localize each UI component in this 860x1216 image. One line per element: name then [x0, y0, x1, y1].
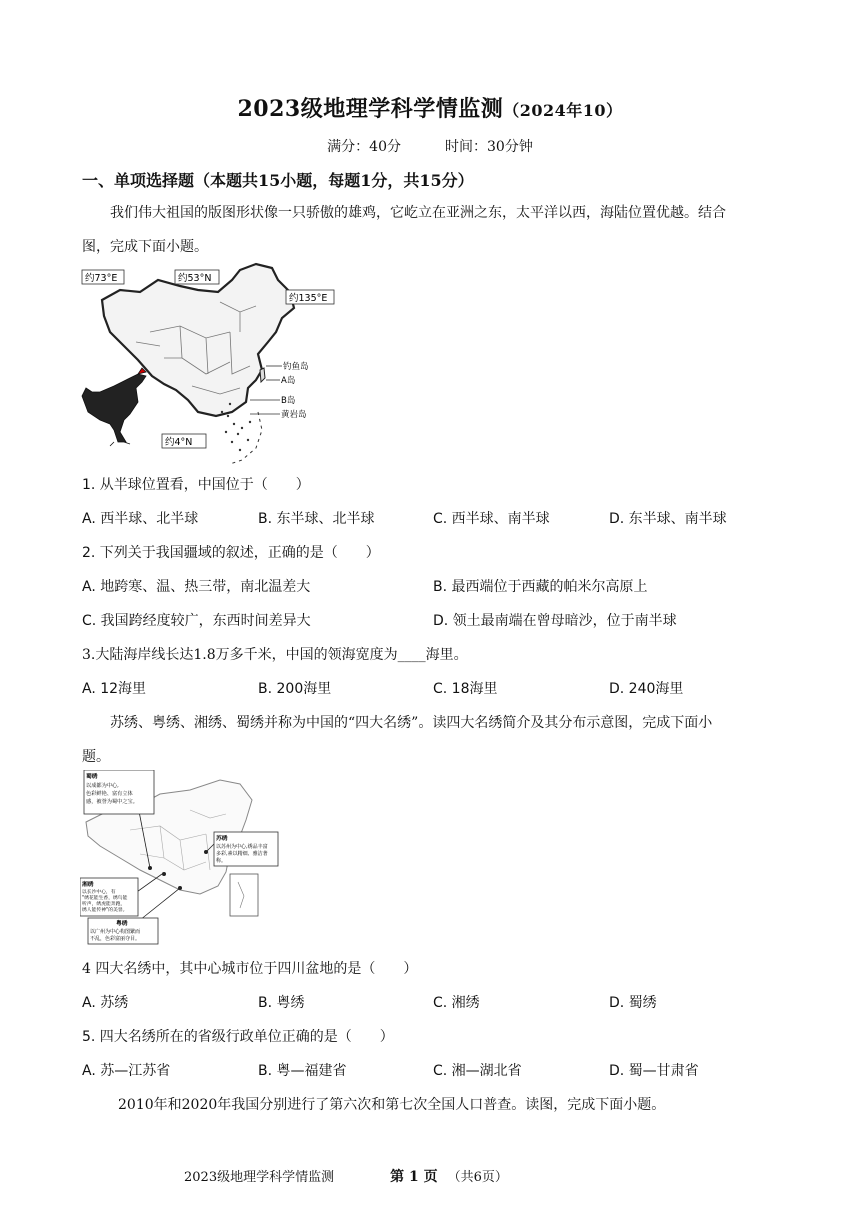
intro-passage-2 — [82, 706, 782, 774]
intro-passage-1 — [82, 196, 782, 264]
footer-page-number: 第 1 页 — [390, 1169, 438, 1185]
nine-dash-line — [230, 412, 262, 464]
intro1-line2: 图，完成下面小题。 — [82, 239, 208, 255]
label-huangyan: 黄岩岛 — [281, 410, 307, 420]
label-a-island: A岛 — [281, 376, 296, 386]
xiang-title: 湘绣 — [82, 882, 94, 888]
q2-option-a[interactable]: A. 地跨寒、温、热三带，南北温差大 — [82, 579, 311, 595]
xiang-line4: 绣人能传神"的美誉。 — [82, 908, 128, 913]
embroidery-map — [80, 770, 280, 946]
rooster-icon — [82, 368, 146, 446]
xiang-line2: "绣花能生香，绣鸟能 — [82, 896, 128, 901]
inset-south-sea — [230, 874, 258, 916]
q3-option-c[interactable]: C. 18海里 — [433, 681, 498, 697]
intro1-line1: 我们伟大祖国的版图形状像一只骄傲的雄鸡，它屹立在亚洲之东，太平洋以西，海陆位置优越。结合 — [110, 205, 726, 221]
yue-line1: 以广州为中心构图繁而 — [90, 929, 141, 935]
question-4-stem: 4 四大名绣中，其中心城市位于四川盆地的是（ ） — [82, 961, 418, 977]
taiwan-island — [260, 368, 265, 382]
page-footer — [184, 1166, 508, 1186]
label-diaoyu: 钓鱼岛 — [283, 362, 309, 372]
q1-option-a[interactable]: A. 西半球、北半球 — [82, 511, 199, 527]
label-53n: 约53°N — [178, 273, 212, 284]
q1-option-d[interactable]: D. 东半球、南半球 — [609, 511, 727, 527]
section-heading: 一、单项选择题（本题共15小题，每题1分，共15分） — [82, 171, 474, 190]
footer-exam-name: 2023级地理学科学情监测 — [184, 1170, 335, 1185]
yue-line2: 不乱，色彩富丽夺目。 — [90, 936, 141, 942]
q5-option-c[interactable]: C. 湘—湖北省 — [433, 1063, 522, 1079]
q2-option-b[interactable]: B. 最西端位于西藏的帕米尔高原上 — [433, 579, 648, 595]
footer-total-pages: （共6页） — [447, 1170, 508, 1185]
q2-option-c[interactable]: C. 我国跨经度较广，东西时间差异大 — [82, 613, 311, 629]
q5-option-d[interactable]: D. 蜀—甘肃省 — [609, 1063, 699, 1079]
su-line1: 以苏州为中心,绣品丰富 — [216, 844, 268, 850]
q4-option-b[interactable]: B. 粤绣 — [258, 995, 305, 1011]
shu-line2: 色彩鲜艳、富有立体 — [86, 791, 133, 797]
exam-time: 时间：30分钟 — [445, 139, 533, 155]
q5-option-a[interactable]: A. 苏—江苏省 — [82, 1063, 171, 1079]
q1-option-c[interactable]: C. 西半球、南半球 — [433, 511, 550, 527]
su-line2: 多彩,素以精细、雅洁著 — [216, 851, 268, 857]
q3-option-d[interactable]: D. 240海里 — [609, 681, 684, 697]
label-135e: 约135°E — [289, 293, 328, 304]
intro-passage-3: 2010年和2020年我国分别进行了第六次和第七次全国人口普查。读图，完成下面小题。 — [118, 1097, 666, 1113]
shu-line1: 以成都为中心, — [86, 783, 119, 789]
intro2-line2: 题。 — [82, 749, 110, 765]
su-title: 苏绣 — [216, 836, 228, 842]
exam-meta — [0, 136, 860, 156]
q4-option-c[interactable]: C. 湘绣 — [433, 995, 480, 1011]
question-2-stem: 2. 下列关于我国疆域的叙述，正确的是（ ） — [82, 545, 380, 561]
q3-option-a[interactable]: A. 12海里 — [82, 681, 147, 697]
q4-option-d[interactable]: D. 蜀绣 — [609, 995, 657, 1011]
label-4n: 约4°N — [165, 437, 193, 448]
su-line3: 称。 — [216, 858, 227, 864]
shu-line3: 感，被誉为蜀中之宝。 — [86, 799, 138, 805]
full-score: 满分：40分 — [327, 139, 401, 155]
intro2-line1: 苏绣、粤绣、湘绣、蜀绣并称为中国的“四大名绣”。读四大名绣简介及其分布示意图，完成下面小 — [110, 715, 713, 731]
china-territory-map — [80, 262, 340, 468]
question-5-stem: 5. 四大名绣所在的省级行政单位正确的是（ ） — [82, 1029, 394, 1045]
page-title — [0, 92, 860, 123]
title-main: 2023级地理学科学情监测 — [237, 96, 504, 122]
shu-title: 蜀绣 — [86, 774, 98, 780]
question-3-stem: 3.大陆海岸线长达1.8万多千米，中国的领海宽度为____海里。 — [82, 647, 468, 663]
q4-option-a[interactable]: A. 苏绣 — [82, 995, 129, 1011]
q5-option-b[interactable]: B. 粤—福建省 — [258, 1063, 347, 1079]
xiang-line3: 听声，绣虎能奔跑， — [82, 902, 126, 907]
xiang-line1: 以长沙中心，有 — [82, 890, 116, 895]
q3-option-b[interactable]: B. 200海里 — [258, 681, 332, 697]
yue-title: 粤绣 — [116, 921, 128, 927]
label-73e: 约73°E — [85, 273, 118, 284]
question-1-stem: 1. 从半球位置看，中国位于（ ） — [82, 477, 310, 493]
label-b-island: B岛 — [281, 396, 296, 406]
title-date: （2024年10） — [503, 101, 623, 120]
q2-option-d[interactable]: D. 领土最南端在曾母暗沙，位于南半球 — [433, 613, 677, 629]
q1-option-b[interactable]: B. 东半球、北半球 — [258, 511, 375, 527]
